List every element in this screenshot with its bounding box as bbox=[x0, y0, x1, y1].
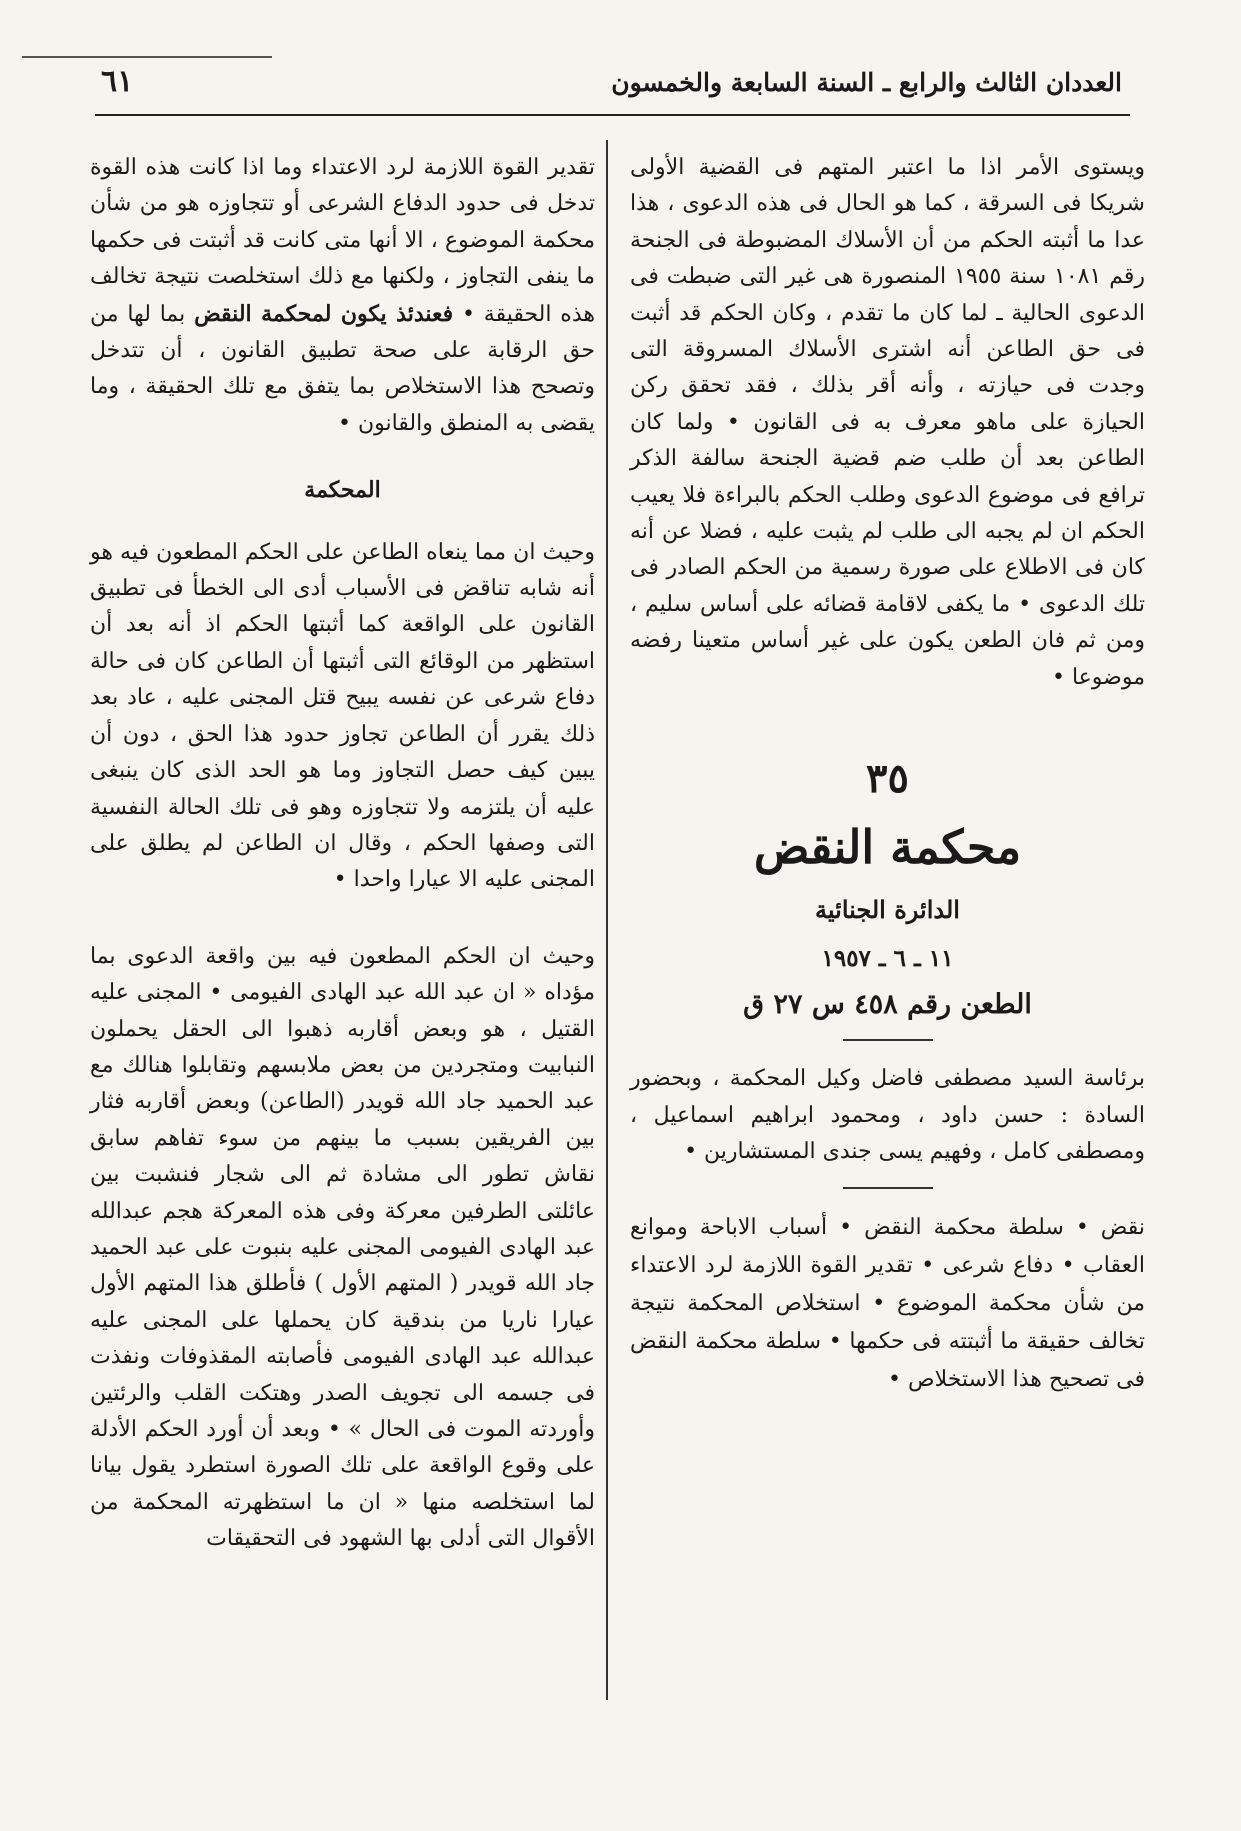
continuation-paragraph: ويستوى الأمر اذا ما اعتبر المتهم فى القضية الأولى شريكا فى السرقة ، كما هو الحال فى هذه الدعوى ، هذا عدا ما أثبته الحكم من أن الأسلاك المضبوطة فى الجنحة رقم ١٠٨١ سنة ١٩٥٥ المنصورة هى غير التى ضبطت فى الدعوى الحالية ـ لما كان ما تقدم ، وكان الحكم قد أثبت فى حق الطاعن أنه اشترى الأسلاك المسروقة التى وجدت فى حيازته ، وأنه أقر بذلك ، فقد تحقق ركن الحيازة على ماهو معرف به فى القانون • ولما كان الطاعن بعد أن طلب ضم قضية الجنحة سالفة الذكر ترافع فى موضوع الدعوى وطلب الحكم بالبراءة فلا يعيب الحكم ان لم يجبه الى طلب لم يثبت عليه ، فضلا عن أنه كان فى الاطلاع على صورة رسمية من الحكم الصادر فى تلك الدعوى • ما يكفى لاقامة قضائه على أساس سليم ، ومن ثم فان الطعن يكون على غير أساس متعينا رفضه موضوعا • bbox=[630, 155, 1146, 690]
ruling-date: ١١ ـ ٦ ـ ١٩٥٧ bbox=[821, 944, 954, 972]
right-column bbox=[630, 150, 1145, 1399]
headnote-emphasis: فعندئذ يكون لمحكمة النقض bbox=[194, 300, 454, 327]
section-title: المحكمة bbox=[304, 477, 381, 504]
appeal-number: الطعن رقم ٤٥٨ س ٢٧ ق bbox=[743, 988, 1032, 1020]
circuit-name: الدائرة الجنائية bbox=[815, 895, 960, 925]
top-margin-rule bbox=[22, 56, 272, 58]
running-title: العددان الثالث والرابع ـ السنة السابعة والخمسون bbox=[611, 68, 1122, 97]
column-divider bbox=[606, 140, 608, 1700]
section-divider bbox=[843, 1039, 933, 1041]
left-column bbox=[90, 150, 595, 1558]
headnote-text: تقدير القوة اللازمة لرد الاعتداء وما اذا كانت هذه القوة تدخل فى حدود الدفاع الشرعى أو تتجاوزه هو من شأن محكمة الموضوع ، الا أنها متى كانت قد أثبتت فى حكمها ما ينفى التجاوز ، ولكنها مع ذلك استخلصت نتيجة تخالف هذه الحقيقة • bbox=[90, 155, 595, 327]
page-header bbox=[95, 62, 1130, 116]
facts-paragraph: وحيث ان الحكم المطعون فيه بين واقعة الدعوى بما مؤداه « ان عبد الله عبد الهادى الفيومى • المجنى عليه القتيل ، هو وبعض أقاربه ذهبوا الى الحقل يحملون النبابيت ومتجردين من بعض ملابسهم وتقابلوا هنالك مع عبد الحميد جاد الله قويدر (الطاعن) وبعض أقاربه فثار بين الفريقين بسبب ما بينهم من سوء تفاهم سابق نقاش تطور الى مشادة ثم الى شجار فنشبت بين عائلتى الطرفين معركة وفى هذه المعركة هجم عبدالله عبد الهادى الفيومى المجنى عليه بنبوت على عبد الحميد جاد الله قويدر ( المتهم الأول ) فأطلق هذا المتهم الأول عيارا ناريا من بندقية كان يحملها على المجنى عليه عبدالله عبد الهادى الفيومى فأصابته المقذوفات ونفذت فى جسمه الى تجويف الصدر وهتكت القلب والرئتين وأوردته الموت فى الحال » • وبعد أن أورد الحكم الأدلة على وقوع الواقعة على تلك الصورة استطرد يقول بيانا لما استخلصه منها « ان ما استظهرته المحكمة من الأقوال التى أدلى بها الشهود فى التحقيقات bbox=[90, 943, 595, 1552]
header-rule bbox=[95, 114, 1130, 116]
case-number: ٣٥ bbox=[866, 755, 909, 803]
reasoning-paragraph: وحيث ان مما ينعاه الطاعن على الحكم المطعون فيه هو أنه شابه تناقض فى الأسباب أدى الى الخطأ فى تطبيق القانون على الواقعة كما أثبتها الحكم اذ أنه بعد أن استظهر من الوقائع التى أثبتها أن الطاعن كان فى حالة دفاع شرعى عن نفسه يبيح قتل المجنى عليه ، عاد بعد ذلك يقرر أن الطاعن تجاوز حدود هذا الحق ، دون أن يبين كيف حصل التجاوز وما هو الحد الذى كان ينبغى عليه أن يلتزمه ولا تتجاوزه وهو فى تلك الحالة النفسية التى وصفها الحكم ، وقال ان الطاعن لم يطلق على المجنى عليه الا عيارا واحدا • bbox=[90, 539, 595, 893]
page-number: ٦١ bbox=[101, 64, 134, 99]
court-name: محكمة النقض bbox=[753, 820, 1022, 875]
headnote-summary: نقض • سلطة محكمة النقض • أسباب الاباحة وموانع العقاب • دفاع شرعى • تقدير القوة اللازمة لرد الاعتداء من شأن محكمة الموضوع • استخلاص المحكمة نتيجة تخالف حقيقة ما أثبتته فى حكمها • سلطة محكمة النقض فى تصحيح هذا الاستخلاص • bbox=[630, 1214, 1145, 1392]
headnote-paragraph bbox=[90, 150, 595, 442]
headnote-text: بما لها من حق الرقابة على صحة تطبيق القانون ، أن تتدخل وتصحح هذا الاستخلاص بما يتفق مع تلك الحقيقة ، وما يقضى به المنطق والقانون • bbox=[90, 301, 595, 436]
section-divider bbox=[843, 1187, 933, 1189]
bench-composition: برئاسة السيد مصطفى فاضل وكيل المحكمة ، وبحضور السادة : حسن داود ، ومحمود ابراهيم اسماعيل ، ومصطفى كامل ، وفهيم يسى جندى المستشارين • bbox=[630, 1066, 1145, 1165]
